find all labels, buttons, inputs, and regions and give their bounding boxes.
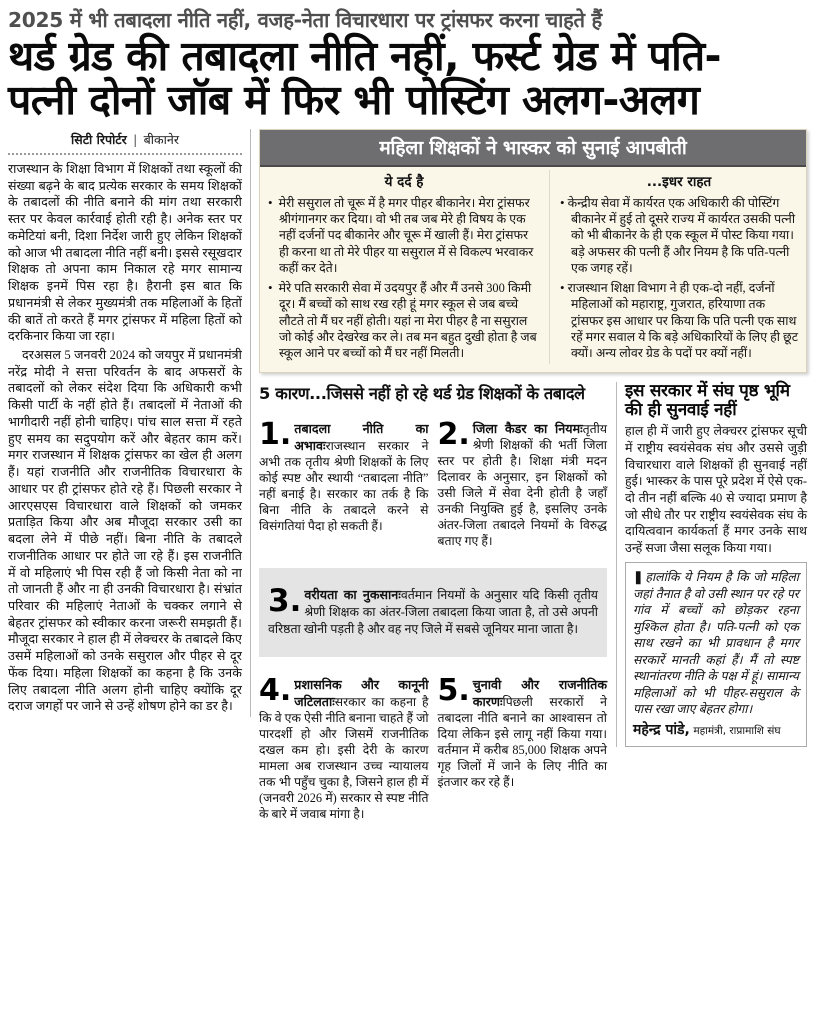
reason-body-text: पिछली सरकारों ने तबादला नीति बनाने का आश्वासन तो दिया लेकिन इसे लागू नहीं किया गया। वर्तमान में करीब 85,000 शिक्षक अपने गृह जिलों में जाने के लिए नीति का इंतजार कर रहे हैं। — [437, 694, 607, 789]
reason-item-4 — [259, 664, 429, 834]
reason-item-5 — [438, 664, 608, 834]
panel-bullet — [268, 194, 540, 276]
reason-number: 3. — [268, 583, 302, 620]
bullet-icon: • — [560, 194, 565, 210]
panel-bullet-text: मेरी ससुराल तो चूरू में है मगर पीहर बीकानेर। मेरा ट्रांसफर श्रीगंगानगर कर दिया। वो भी तब जब मेरे ही विषय के एक नहीं दर्जनों पद बीकानेर और चूरू में खाली हैं। मेरा ट्रांसफर ही करना था तो मेरे पीहर या ससुराल में से विकल्प भरवाकर कहीं कर देते। — [278, 195, 534, 275]
panel-columns — [260, 167, 806, 373]
reason-text — [437, 672, 608, 791]
quote-box — [625, 562, 807, 747]
byline-separator: | — [133, 131, 138, 147]
panel-banner-title: महिला शिक्षकों ने भास्कर को सुनाई आपबीती — [260, 130, 806, 167]
reason-heading: चुनावी और राजनीतिक कारणः — [472, 676, 607, 709]
panel-subheading-pain: ये दर्द है — [384, 173, 424, 190]
reasons-title: 5 कारण...जिससे नहीं हो रहे थर्ड ग्रेड शिक्षकों के तबादले — [259, 384, 585, 404]
bullet-icon: • — [560, 280, 565, 296]
kicker-headline: 2025 में भी तबादला नीति नहीं, वजह-नेता विचारधारा पर ट्रांसफर करना चाहते हैं — [8, 8, 602, 32]
panel-bullet-text: केन्द्रीय सेवा में कार्यरत एक अधिकारी की पोस्टिंग बीकानेर में हुई तो दूसरे राज्य में कार्यरत उसकी पत्नी को भी बीकानेर के ही एक स्कूल में पोस्ट किया गया। बड़े अफसर की पत्नी हैं और नियम है कि पति-पत्नी एक जगह रहें। — [567, 195, 796, 275]
reason-body-text: राजस्थान सरकार ने अभी तक तृतीय श्रेणी शिक्षकों के लिए कोई स्पष्ट और स्थायी “तबादला नीति” नहीं बनाई है। सरकार का तर्क है कि बिना नीति के तबादले करने से विसंगतियां पैदा हो सकती हैं। — [259, 438, 429, 533]
quote-author-name: महेन्द्र पांडे, — [633, 721, 690, 738]
reason-number: 4. — [259, 672, 292, 708]
reason-body-text: सरकार का कहना है कि वे एक ऐसी नीति बनाना चाहते हैं जो पारदर्शी हो और जिसमें राजनीतिक दखल कम हो। इसी देरी के कारण मामला अब राजस्थान उच्च न्यायालय तक भी पहुँच चुका है, जिसने हाल ही में (जनवरी 2026 में) सरकार से स्पष्ट नीति के बारे में जवाब मांगा है। — [259, 694, 429, 821]
reason-body-text: वर्तमान नियमों के अनुसार यदि किसी तृतीय श्रेणी शिक्षक का अंतर-जिला तबादला किया जाता है, तो उसे अपनी वरिष्ठता खोनी पड़ती है और वह नए जिले में सबसे जूनियर माना जाता है। — [268, 588, 598, 636]
reason-heading: जिला कैडर का नियमः — [472, 420, 583, 436]
sidebar-title-line-1: इस सरकार में संघ पृष्ठ — [625, 381, 759, 402]
byline-place: बीकानेर — [143, 131, 179, 147]
panel-bullet-text: राजस्थान शिक्षा विभाग ने ही एक-दो नहीं, दर्जनों महिलाओं को महाराष्ट्र, गुजरात, हरियाणा तक ट्रांसफर इस आधार पर किया कि पति पत्नी एक साथ रहें मगर सवाल ये कि बड़े अधिकारियों के लिए ही छूट क्यों। अन्य लोवर ग्रेड के पदों पर क्यों नहीं। — [567, 281, 798, 361]
testimonial-panel — [259, 129, 807, 374]
page-body — [8, 129, 807, 835]
sidebar-body-text: हाल ही में जारी हुए लेक्चरर ट्रांसफर सूची में राष्ट्रीय स्वयंसेवक संघ और उससे जुड़ी विचारधारा वाले शिक्षकों ही सुनवाई नहीं हुई। भास्कर के पास पूरे प्रदेश में ऐसे एक-दो तीन नहीं बल्कि 40 से ज्यादा प्रमाण है जो सीधे तौर पर राष्ट्रीय स्वयंसेवक संघ के दायित्ववान कार्यकर्ता हैं मगर उनके साथ उन्हें सजा जैसा सलूक किया गया। — [625, 424, 807, 555]
bullet-icon: • — [268, 194, 273, 210]
main-headline — [8, 32, 807, 125]
reason-item-3 — [259, 568, 607, 658]
quote-marker-icon: ❚ — [633, 570, 644, 585]
panel-bullet-text: मेरे पति सरकारी सेवा में उदयपुर हैं और मैं उनसे 300 किमी दूर। मैं बच्चों को साथ रख रही हूं मगर स्कूल से जब बच्चे लौटते तो मैं घर नहीं होती। यहां ना मेरा पीहर है ना ससुराल जो कोई और देखरेख कर ले। तब मन बहुत दुखी होता है जब स्कूल आने पर बच्चों को मैं घर नहीं मिलती। — [278, 281, 537, 361]
reason-text — [259, 416, 429, 535]
quote-author-role: महामंत्री, राप्रामाशि संघ — [693, 724, 781, 737]
feature-column — [251, 129, 807, 835]
main-headline-line-2: पत्नी दोनों जॉब में फिर भी पोस्टिंग अलग-अलग — [8, 76, 700, 125]
quote-attribution — [633, 720, 799, 739]
panel-column-pain — [268, 170, 550, 365]
reason-text — [268, 583, 598, 637]
main-headline-line-1: थर्ड ग्रेड की तबादला नीति नहीं, फर्स्ट ग्रेड में पति- — [8, 32, 721, 81]
reason-number: 5. — [437, 672, 470, 708]
reason-heading: प्रशासनिक और कानूनी जटिलताः — [294, 676, 429, 709]
article-paragraph: राजस्थान के शिक्षा विभाग में शिक्षकों तथा स्कूलों की संख्या बढ़ने के बाद प्रत्येक सरकार के समय शिक्षकों के तबादलों की नीति बनाने की मांग तथा सरकारी स्तर पर केवल कार्रवाई होती रही है। अनेक स्तर पर कमेटियां बनी, दिशा निर्देश जारी हुए लेकिन शिक्षकों को आज भी तबादला नीति नहीं बनी। इससे रसूखदार शिक्षक तो अपना काम निकाल रहे मगर सामान्य शिक्षक इनमें पिस रहा है। हैरानी इस बात कि प्रधानमंत्री से लेकर मुख्यमंत्री तक महिलाओं के हितों की बातें तो करते हैं मगर ट्रांसफर में महिला हितों को दरकिनार किया जा रहा। — [8, 161, 242, 344]
reasons-block — [259, 382, 607, 834]
byline-divider — [8, 153, 242, 155]
reason-number: 1. — [259, 416, 292, 452]
reason-text — [259, 672, 429, 823]
reasons-row-bottom — [259, 664, 607, 834]
panel-bullet — [560, 194, 798, 276]
bullet-icon: • — [268, 280, 273, 296]
panel-column-relief — [560, 170, 798, 365]
panel-subheading-relief: ...इधर राहत — [646, 173, 712, 190]
quote-body: हालांकि ये नियम है कि जो महिला जहां तैनात है वो उसी स्थान पर रहे पर गांव में बच्चों को छोड़कर रहना मुश्किल होता है। पति-पत्नी को एक साथ रखने का भी प्रावधान है मगर सरकारें मानती कहां हैं। मैं तो स्पष्ट स्थानांतरण नीति के पक्ष में हूं। सामान्य महिलाओं को भी पीहर-ससुराल के पास रखा जाए बेहतर होगा। — [633, 570, 799, 717]
reason-number: 2. — [437, 416, 470, 452]
sidebar-title-line-2: भूमि की ही सुनवाई नहीं — [625, 381, 790, 421]
panel-bullet — [268, 279, 540, 361]
reason-body-text: तृतीय श्रेणी शिक्षकों की भर्ती जिला स्तर पर होती है। शिक्षा मंत्री मदन दिलावर के अनुसार, इन शिक्षकों को उसी जिले में सेवा देनी होती है जहाँ उनकी नियुक्ति हुई है, इसलिए उनके अंतर-जिला तबादले नियमों के विरुद्ध बताए गए हैं। — [437, 421, 607, 548]
article-column — [8, 129, 251, 717]
reason-heading: तबादला नीति का अभावः — [294, 420, 429, 453]
reason-heading: वरीयता का नुकसानः — [304, 587, 401, 603]
sidebar-title — [625, 382, 807, 420]
byline — [8, 129, 242, 151]
reason-item-2 — [438, 408, 608, 561]
byline-reporter: सिटी रिपोर्टर — [71, 131, 127, 147]
reason-text — [437, 416, 608, 550]
reason-item-1 — [259, 408, 429, 561]
lower-region — [259, 382, 807, 834]
panel-bullet — [560, 279, 798, 361]
sidebar-column — [616, 382, 807, 747]
reasons-row-top — [259, 408, 607, 561]
article-paragraph: दरअसल 5 जनवरी 2024 को जयपुर में प्रधानमंत्री नरेंद्र मोदी ने सत्ता परिवर्तन के बाद अफसरों के तबादलों को लेकर संदेश दिया कि अधिकारी कभी किसी पार्टी के नहीं होते हैं। तबादलों में नेताओं की भागीदारी नहीं होनी चाहिए। पांच साल सत्ता में रहते हुए समय का सदुपयोग करें और बेहतर काम करें। मगर राजस्थान में शिक्षक ट्रांसफर का खेल ही अलग हैं। यहां राजनीति और राजनीतिक विचारधारा के आधार पर ही ट्रांसफर होते रहे हैं। पिछली सरकार ने आरएसएस विचारधारा वाले शिक्षकों को जमकर प्रताड़ित किया और अब मौजूदा सरकार उसी का बदला लेने में पीछे नहीं। बिना नीति के तबादले राजनीतिक आधार पर होते जा रहे हैं। इस राजनीति में वो महिलाएं भी पिस रही हैं जो किसी नेता को ना तो जानती हैं और ना ही उनकी विचारधारा है। संभ्रांत परिवार की महिलाएं नेताओं के चक्कर लगाने से बेहतर ट्रांसफर को स्वीकार करना जरूरी समझती हैं। मौजूदा सरकार ने हाल ही में लेक्चरर के तबादले किए उसमें महिलाओं को उनके ससुराल और पीहर से दूर फेंक दिया। महिला शिक्षकों का कहना है कि उनके लिए तबादला नीति अलग होनी चाहिए क्योंकि दूर दराज जगहों पर जाने से उन्हें शोषण होने का डर है। — [8, 347, 242, 714]
quote-text — [633, 569, 799, 718]
